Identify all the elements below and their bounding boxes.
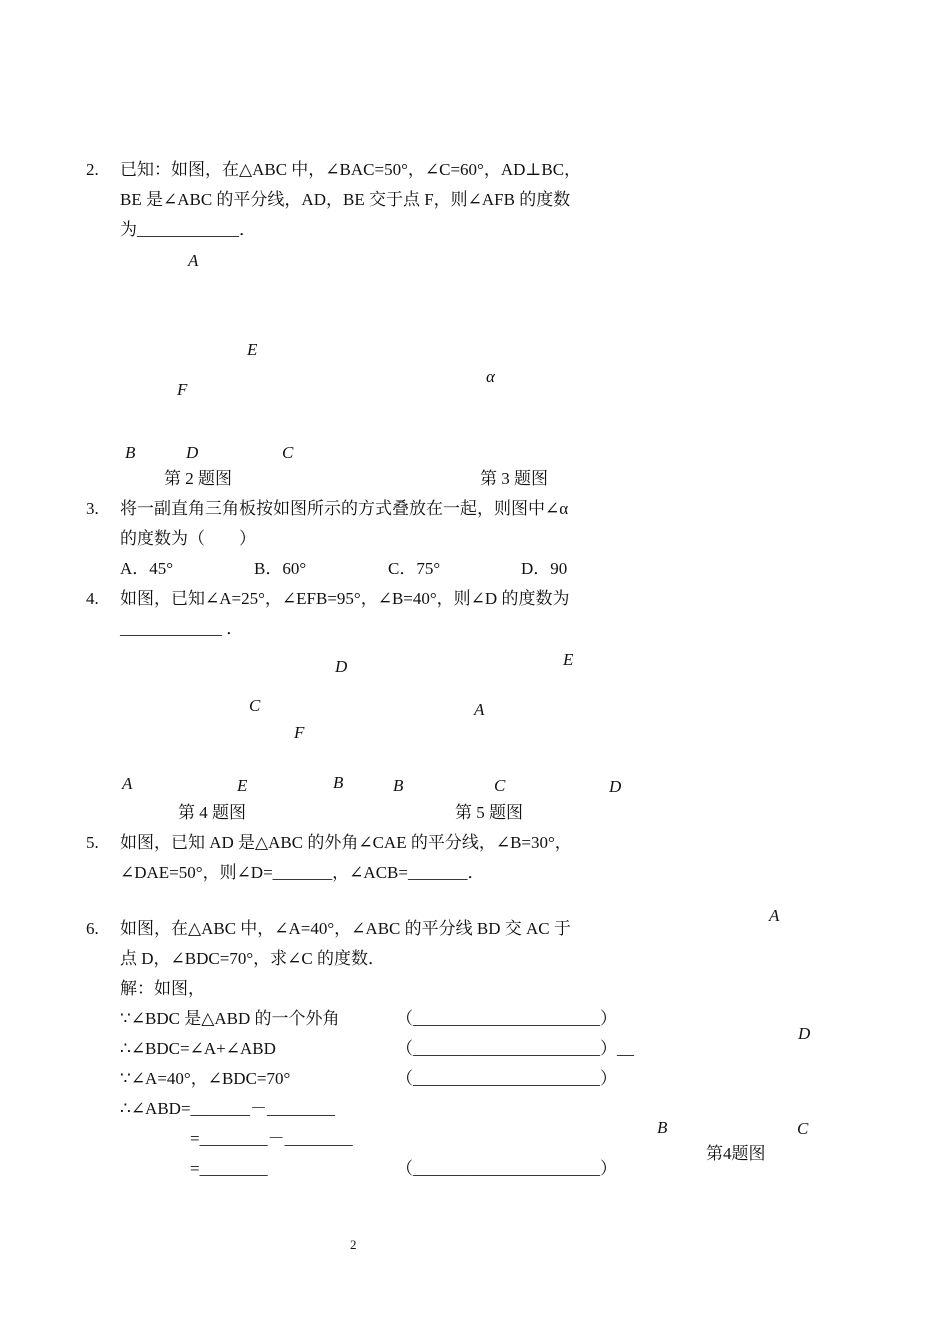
q2-line2: BE 是∠ABC 的平分线，AD，BE 交于点 F，则∠AFB 的度数 [120, 190, 571, 209]
q6-step4: ∴∠ABD=_______－________ [120, 1099, 336, 1118]
q6-step5: =________－________ [190, 1129, 353, 1148]
fig5-label-a: A [474, 700, 485, 719]
fig4-label-f: F [294, 723, 305, 742]
q5-number: 5. [86, 833, 99, 852]
q2-line3: 为____________． [120, 220, 256, 239]
fig5-label-c: C [494, 776, 506, 795]
q6-step1: ∵∠BDC 是△ABD 的一个外角 [120, 1009, 340, 1028]
q6-step1-reason: （______________________） [396, 1009, 617, 1028]
fig2-label-f: F [177, 380, 188, 399]
fig2-label-c: C [282, 443, 294, 462]
q6-number: 6. [86, 919, 99, 938]
q3-option-d: D．90 [521, 559, 568, 578]
q6-step3-reason: （______________________） [396, 1069, 617, 1088]
fig3-caption: 第 3 题图 [480, 469, 548, 488]
q3-option-b: B．60° [254, 559, 307, 578]
q3-line1: 将一副直角三角板按如图所示的方式叠放在一起，则图中∠α [120, 499, 569, 518]
q6-step6-reason: （______________________） [396, 1159, 617, 1178]
q2-line1: 已知：如图，在△ABC 中，∠BAC=50°，∠C=60°，AD⊥BC， [120, 160, 582, 179]
q3-line2: 的度数为（ ） [120, 529, 256, 548]
fig4-label-c: C [249, 696, 261, 715]
fig4-label-d: D [335, 657, 348, 676]
fig2-label-e: E [247, 340, 258, 359]
fig5-label-d: D [609, 777, 622, 796]
q4-line1: 如图，已知∠A=25°，∠EFB=95°，∠B=40°，则∠D 的度数为 [120, 589, 570, 608]
fig6-label-b: B [657, 1118, 668, 1137]
fig4-label-a: A [122, 774, 133, 793]
fig3-label-alpha: α [486, 367, 495, 386]
q6-step2-reason: （______________________）__ [396, 1039, 634, 1058]
fig6-label-d: D [798, 1024, 811, 1043]
q4-number: 4. [86, 589, 99, 608]
fig6-caption: 第4题图 [706, 1144, 766, 1163]
fig2-label-b: B [125, 443, 136, 462]
q6-solution-intro: 解：如图， [120, 979, 205, 998]
q3-option-c: C．75° [388, 559, 441, 578]
q4-line2: ____________ ． [120, 619, 244, 638]
q3-option-a: A．45° [120, 559, 174, 578]
q5-line1: 如图，已知 AD 是△ABC 的外角∠CAE 的平分线，∠B=30°， [120, 833, 572, 852]
q6-step6: =________ [190, 1159, 268, 1178]
fig5-caption: 第 5 题图 [455, 803, 523, 822]
fig4-label-e: E [237, 776, 248, 795]
q6-line1: 如图，在△ABC 中，∠A=40°，∠ABC 的平分线 BD 交 AC 于 [120, 919, 571, 938]
fig2-caption: 第 2 题图 [164, 469, 232, 488]
fig4-caption: 第 4 题图 [178, 803, 246, 822]
q2-number: 2. [86, 160, 99, 179]
page-number: 2 [350, 1237, 357, 1252]
fig6-label-a: A [769, 906, 780, 925]
fig2-label-d: D [186, 443, 199, 462]
fig6-label-c: C [797, 1119, 809, 1138]
fig2-label-a: A [188, 251, 199, 270]
q6-step3: ∵∠A=40°，∠BDC=70° [120, 1069, 291, 1088]
fig4-label-b: B [333, 773, 344, 792]
fig5-label-e: E [563, 650, 574, 669]
fig5-label-b: B [393, 776, 404, 795]
q5-line2: ∠DAE=50°，则∠D=_______，∠ACB=_______． [120, 863, 485, 882]
q6-line2: 点 D，∠BDC=70°，求∠C 的度数． [120, 949, 385, 968]
q6-step2: ∴∠BDC=∠A+∠ABD [120, 1039, 276, 1058]
q3-number: 3. [86, 499, 99, 518]
